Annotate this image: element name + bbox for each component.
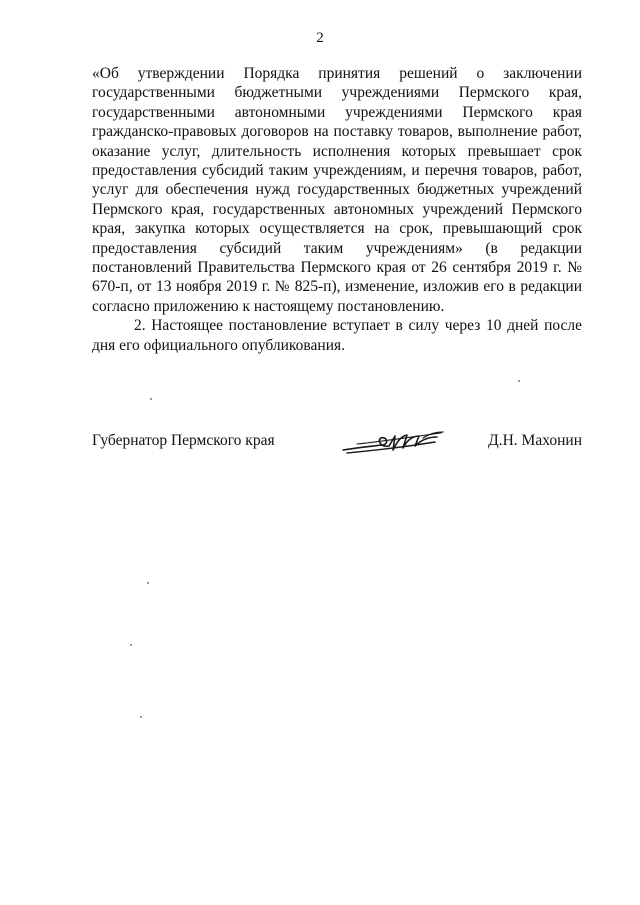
handwritten-signature xyxy=(337,424,447,460)
scan-speck xyxy=(140,716,142,718)
document-body xyxy=(92,64,582,355)
paragraph-resolution-title: «Об утверждении Порядка принятия решений о заключении государственными бюджетными учреждениями Пермского края, государственными автономными учреждениями Пермского края гражданско-правовых договоров на поставку товаров, выполнение работ, оказание услуг, длительность исполнения которых превышает срок предоставления субсидий таким учреждениям, и перечня товаров, работ, услуг для обеспечения нужд государственных бюджетных учреждений Пермского края, государственных автономных учреждений Пермского края, закупка которых осуществляется на срок, превышающий срок предоставления субсидий таким учреждениям» (в редакции постановлений Правительства Пермского края от 26 сентября 2019 г. № 670-п, от 13 ноября 2019 г. № 825-п), изменение, изложив его в редакции согласно приложению к настоящему постановлению. xyxy=(92,65,582,315)
scan-speck xyxy=(130,644,132,646)
scan-speck xyxy=(150,398,152,400)
scan-speck xyxy=(147,582,149,584)
paragraph-effective-date: 2. Настоящее постановление вступает в силу через 10 дней после дня его официального опубликования. xyxy=(92,317,582,354)
scan-speck xyxy=(518,380,520,382)
signer-name: Д.Н. Махонин xyxy=(488,432,582,449)
signature-block xyxy=(92,424,582,464)
signer-position: Губернатор Пермского края xyxy=(92,432,275,449)
page-number: 2 xyxy=(316,30,324,46)
